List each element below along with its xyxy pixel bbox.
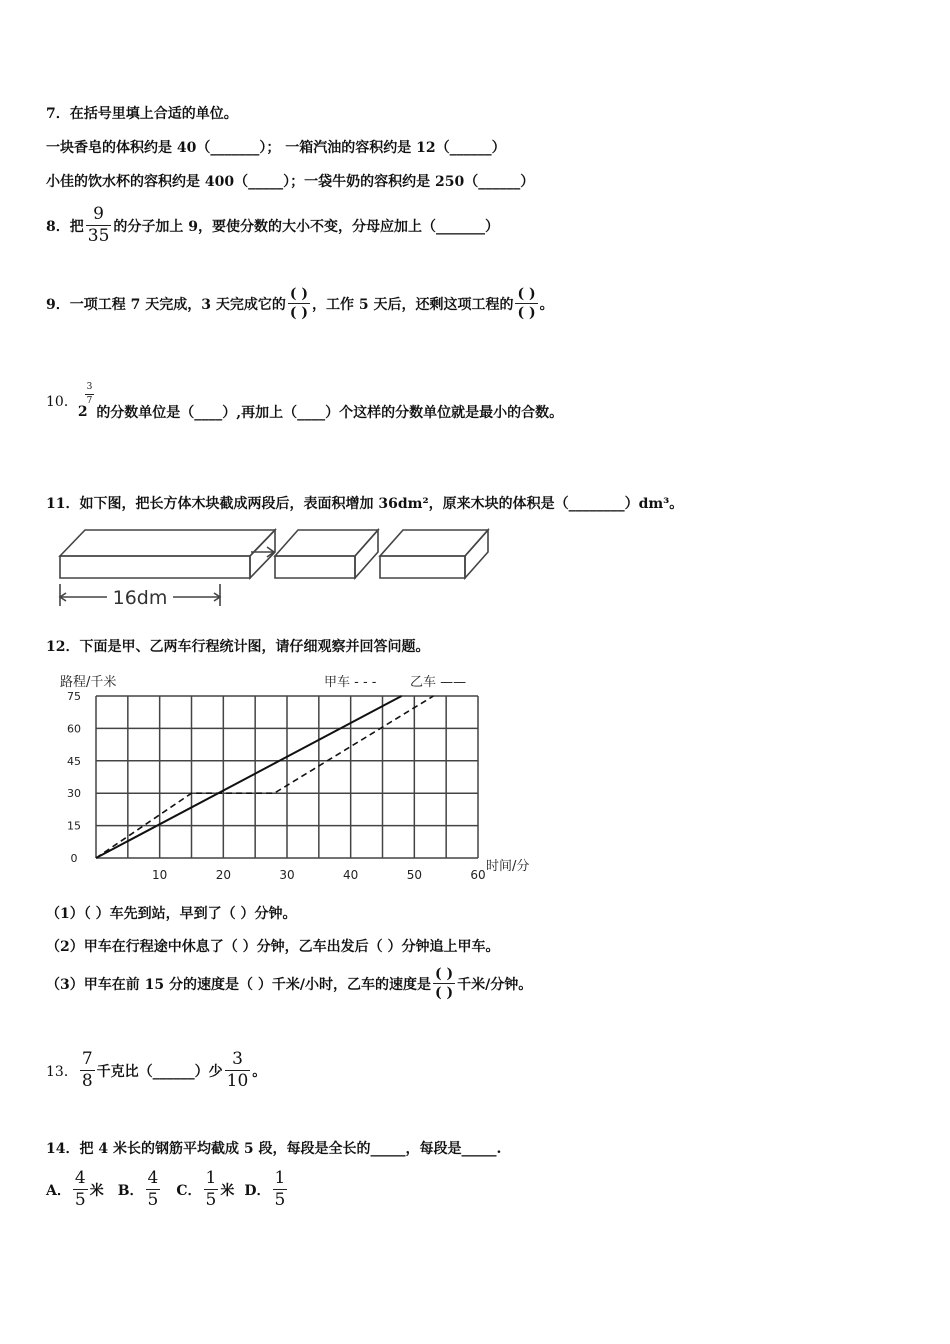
x-tick-label: 30 (279, 868, 295, 882)
q9-fraction-2 (515, 287, 537, 320)
q12-sub1: （1）（ ）车先到站，早到了（ ）分钟。 (46, 906, 297, 922)
q7-title: 7．在括号里填上合适的单位。 (46, 106, 238, 122)
q11-text: 11．如下图，把长方体木块截成两段后，表面积增加 36dm²，原来木块的体积是（________）dm³。 (46, 496, 684, 512)
q9-frac1-num: ( ) (289, 286, 308, 302)
q14-b-den: 5 (147, 1190, 159, 1210)
q14-a-den: 5 (74, 1190, 86, 1210)
y-tick-label: 60 (67, 722, 81, 736)
q12-sub3-frac-den: ( ) (434, 985, 454, 1001)
q14-option-a[interactable] (46, 1170, 104, 1209)
q13-frac2-den: 10 (226, 1071, 249, 1091)
y-axis-label: 路程/千米 (60, 675, 117, 690)
x-tick-label: 60 (470, 868, 486, 882)
q12-sub3 (46, 967, 532, 1000)
q13 (46, 1051, 266, 1090)
y-tick-label: 15 (67, 819, 81, 833)
q14-d-num: 1 (274, 1168, 286, 1188)
q10-prefix: 10． (46, 394, 78, 410)
q8-frac-den: 35 (87, 226, 110, 246)
series-line-yi (96, 696, 402, 858)
q13-fraction-2 (225, 1051, 251, 1090)
long-block-front (60, 556, 250, 578)
q12-sub2: （2）甲车在行程途中休息了（ ）分钟，乙车出发后（ ）分钟追上甲车。 (46, 939, 500, 955)
q9-frac2-num: ( ) (517, 286, 536, 302)
q9-frac1-den: ( ) (289, 305, 308, 321)
q10-frac-den: 7 (86, 396, 93, 406)
q13-fraction-1 (80, 1051, 95, 1090)
q13-suffix: 。 (252, 1063, 267, 1080)
q9 (46, 287, 554, 320)
q14-option-c[interactable] (176, 1170, 234, 1209)
travel-chart (50, 666, 550, 888)
q7-line1: 一块香皂的体积约是 40（_______）； 一箱汽油的容积约是 12（______） (46, 140, 506, 156)
q10-whole: 2 (77, 404, 88, 420)
y-tick-label: 75 (67, 690, 81, 703)
y-tick-label: 0 (70, 852, 78, 865)
q14-c-num: 1 (205, 1168, 217, 1188)
q14-d-den: 5 (274, 1190, 286, 1210)
q10-fraction (85, 383, 95, 406)
q9-part1: 9．一项工程 7 天完成，3 天完成它的 (46, 296, 286, 313)
q11-dimension-label: 16dm (112, 587, 168, 608)
q9-frac2-den: ( ) (517, 305, 536, 321)
q12-sub3-frac-num: ( ) (434, 966, 454, 982)
x-tick-label: 50 (406, 868, 422, 882)
q14-option-d-label: D． (244, 1182, 271, 1199)
q10-frac-num: 3 (86, 382, 93, 392)
q13-prefix: 13． (46, 1063, 78, 1080)
q7-line2: 小佳的饮水杯的容积约是 400（_____）；一袋牛奶的容积约是 250（______） (46, 174, 535, 190)
q8-prefix: 8．把 (46, 218, 84, 235)
q14-a-unit: 米 (89, 1182, 104, 1199)
q13-middle: 千克比（______）少 (96, 1063, 223, 1080)
q14-option-c-label: C． (176, 1182, 202, 1199)
x-tick-label: 20 (215, 868, 231, 882)
long-block-top (60, 530, 275, 556)
q13-frac2-num: 3 (232, 1049, 243, 1069)
q12-sub3-fraction (433, 967, 455, 1000)
x-axis-label: 时间/分 (486, 859, 530, 874)
q8-fraction (86, 206, 112, 245)
q13-frac1-num: 7 (81, 1049, 93, 1069)
q14-c-unit: 米 (220, 1182, 235, 1199)
q9-part2: ，工作 5 天后，还剩这项工程的 (311, 296, 514, 313)
q14-option-b-label: B． (117, 1182, 144, 1199)
q12-title: 12．下面是甲、乙两车行程统计图，请仔细观察并回答问题。 (46, 639, 430, 655)
q12-sub3-part2: 千米/分钟。 (457, 976, 533, 993)
q14-option-d[interactable] (244, 1170, 289, 1209)
q11-figure (55, 524, 505, 608)
q14-option-b[interactable] (118, 1170, 163, 1209)
q14-options (46, 1170, 289, 1209)
q8-frac-num: 9 (93, 204, 104, 224)
q14-text: 14．把 4 米长的钢筋平均截成 5 段，每段是全长的_____，每段是_____. (46, 1141, 502, 1157)
q14-b-num: 4 (147, 1168, 159, 1188)
x-tick-label: 10 (152, 868, 168, 882)
q9-fraction-1 (288, 287, 310, 320)
q9-part3: 。 (539, 296, 554, 313)
q8-suffix: 的分子加上 9，要使分数的大小不变，分母应加上（_______） (113, 218, 500, 235)
x-tick-label: 40 (343, 868, 359, 882)
q14-c-den: 5 (205, 1190, 217, 1210)
q10 (46, 380, 563, 422)
q13-frac1-den: 8 (81, 1071, 93, 1091)
q8 (46, 206, 499, 245)
q10-suffix: 的分数单位是（____）,再加上（____）个这样的分数单位就是最小的合数。 (96, 405, 564, 421)
legend-yi: 乙车 —— (410, 675, 467, 690)
y-tick-label: 45 (67, 754, 81, 768)
q14-a-num: 4 (74, 1168, 86, 1188)
legend-jia: 甲车 - - - (324, 675, 377, 690)
q14-option-a-label: A． (46, 1182, 71, 1199)
q12-sub3-part1: （3）甲车在前 15 分的速度是（ ）千米/小时，乙车的速度是 (46, 976, 431, 993)
y-tick-label: 30 (67, 787, 81, 801)
